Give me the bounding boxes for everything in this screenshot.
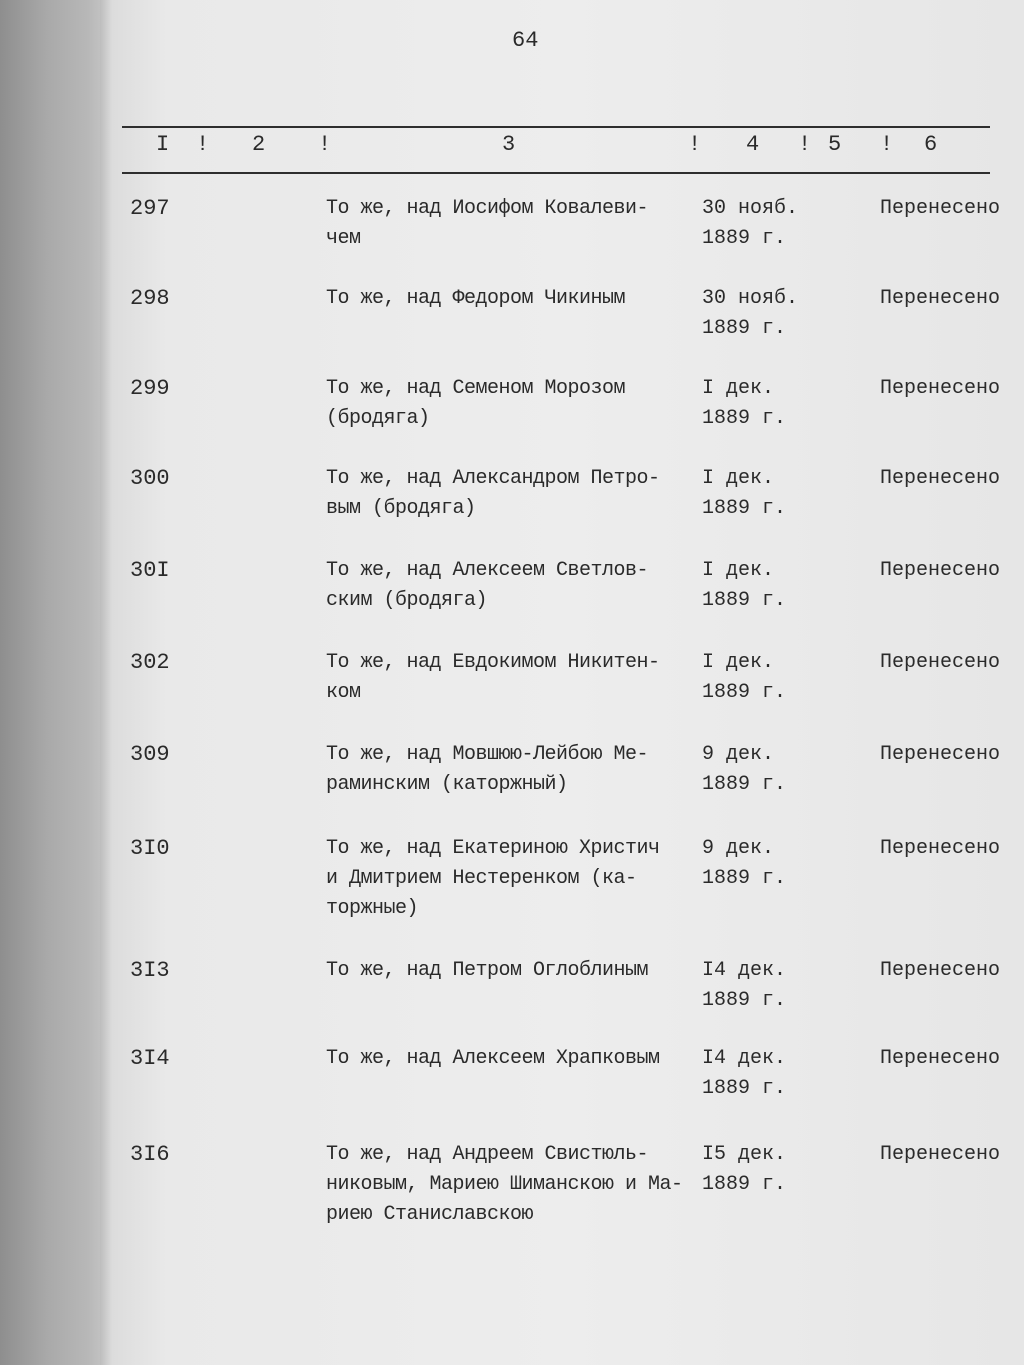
header-separator: ! bbox=[880, 132, 895, 157]
date-line: 9 дек. bbox=[702, 743, 775, 766]
entry-status: Перенесено bbox=[880, 197, 1001, 220]
entry-description bbox=[326, 1044, 696, 1074]
date-line: 1889 г. bbox=[702, 589, 787, 612]
entry-date bbox=[702, 648, 802, 708]
date-line: I4 дек. bbox=[702, 1047, 787, 1070]
entry-number: 3I3 bbox=[130, 958, 170, 983]
entry-number: 299 bbox=[130, 376, 170, 401]
entry-status: Перенесено bbox=[880, 743, 1001, 766]
entry-description bbox=[326, 284, 696, 314]
entry-status: Перенесено bbox=[880, 1143, 1001, 1166]
date-line: 1889 г. bbox=[702, 867, 787, 890]
description-line: То же, над Петром Оглоблиным bbox=[326, 959, 649, 982]
date-line: 1889 г. bbox=[702, 497, 787, 520]
entry-status: Перенесено bbox=[880, 959, 1001, 982]
description-line: ским (бродяга) bbox=[326, 589, 488, 612]
entry-status: Перенесено bbox=[880, 837, 1001, 860]
date-line: 1889 г. bbox=[702, 407, 787, 430]
description-line: То же, над Алексеем Храпковым bbox=[326, 1047, 660, 1070]
description-line: То же, над Алексеем Светлов- bbox=[326, 559, 649, 582]
date-line: I дек. bbox=[702, 467, 775, 490]
entry-number: 298 bbox=[130, 286, 170, 311]
header-col-1: I bbox=[156, 132, 171, 157]
entry-description bbox=[326, 464, 696, 524]
document-page bbox=[112, 0, 1024, 1365]
date-line: 1889 г. bbox=[702, 681, 787, 704]
header-col-6: 6 bbox=[924, 132, 939, 157]
header-col-2: 2 bbox=[252, 132, 267, 157]
date-line: 1889 г. bbox=[702, 773, 787, 796]
entry-number: 3I6 bbox=[130, 1142, 170, 1167]
entry-date bbox=[702, 956, 802, 1016]
description-line: чем bbox=[326, 227, 361, 250]
description-line: риею Станиславскою bbox=[326, 1203, 534, 1226]
description-line: То же, над Федором Чикиным bbox=[326, 287, 626, 310]
entry-number: 30I bbox=[130, 558, 170, 583]
entry-date bbox=[702, 1140, 802, 1200]
entry-status: Перенесено bbox=[880, 651, 1001, 674]
entry-date bbox=[702, 834, 802, 894]
entry-status: Перенесено bbox=[880, 1047, 1001, 1070]
date-line: 1889 г. bbox=[702, 1173, 787, 1196]
description-line: То же, над Иосифом Ковалеви- bbox=[326, 197, 649, 220]
page-number: 64 bbox=[512, 28, 539, 53]
header-top-rule bbox=[122, 126, 990, 128]
entry-status: Перенесено bbox=[880, 377, 1001, 400]
entry-description bbox=[326, 834, 696, 924]
header-separator: ! bbox=[196, 132, 211, 157]
description-line: То же, над Евдокимом Никитен- bbox=[326, 651, 660, 674]
entry-status: Перенесено bbox=[880, 467, 1001, 490]
entry-status: Перенесено bbox=[880, 287, 1001, 310]
entry-description bbox=[326, 740, 696, 800]
date-line: 1889 г. bbox=[702, 1077, 787, 1100]
entry-date bbox=[702, 284, 802, 344]
header-separator: ! bbox=[318, 132, 333, 157]
entry-description bbox=[326, 374, 696, 434]
entry-status: Перенесено bbox=[880, 559, 1001, 582]
entry-number: 302 bbox=[130, 650, 170, 675]
header-bottom-rule bbox=[122, 172, 990, 174]
entry-number: 3I0 bbox=[130, 836, 170, 861]
date-line: 30 нояб. bbox=[702, 197, 799, 220]
date-line: I дек. bbox=[702, 559, 775, 582]
entry-description bbox=[326, 648, 696, 708]
entry-date bbox=[702, 194, 802, 254]
header-col-3: 3 bbox=[502, 132, 517, 157]
date-line: 30 нояб. bbox=[702, 287, 799, 310]
date-line: I4 дек. bbox=[702, 959, 787, 982]
description-line: То же, над Мовшюю-Лейбою Ме- bbox=[326, 743, 649, 766]
entry-description bbox=[326, 194, 696, 254]
date-line: 1889 г. bbox=[702, 989, 787, 1012]
description-line: То же, над Екатериною Христич bbox=[326, 837, 660, 860]
header-separator: ! bbox=[688, 132, 703, 157]
entry-number: 297 bbox=[130, 196, 170, 221]
description-line: (бродяга) bbox=[326, 407, 430, 430]
entry-description bbox=[326, 556, 696, 616]
description-line: ком bbox=[326, 681, 361, 704]
description-line: и Дмитрием Нестеренком (ка- bbox=[326, 867, 637, 890]
entry-date bbox=[702, 1044, 802, 1104]
date-line: I5 дек. bbox=[702, 1143, 787, 1166]
header-col-5: 5 bbox=[828, 132, 843, 157]
date-line: I дек. bbox=[702, 651, 775, 674]
entry-date bbox=[702, 464, 802, 524]
entry-date bbox=[702, 556, 802, 616]
entry-date bbox=[702, 374, 802, 434]
description-line: То же, над Андреем Свистюль- bbox=[326, 1143, 649, 1166]
description-line: вым (бродяга) bbox=[326, 497, 476, 520]
entry-number: 300 bbox=[130, 466, 170, 491]
entry-date bbox=[702, 740, 802, 800]
entry-description bbox=[326, 1140, 696, 1230]
description-line: То же, над Александром Петро- bbox=[326, 467, 660, 490]
entry-number: 309 bbox=[130, 742, 170, 767]
description-line: То же, над Семеном Морозом bbox=[326, 377, 626, 400]
date-line: I дек. bbox=[702, 377, 775, 400]
description-line: торжные) bbox=[326, 897, 419, 920]
date-line: 1889 г. bbox=[702, 227, 787, 250]
header-col-4: 4 bbox=[746, 132, 761, 157]
description-line: раминским (каторжный) bbox=[326, 773, 568, 796]
entry-description bbox=[326, 956, 696, 986]
date-line: 9 дек. bbox=[702, 837, 775, 860]
entry-number: 3I4 bbox=[130, 1046, 170, 1071]
header-separator: ! bbox=[798, 132, 813, 157]
description-line: никовым, Мариею Шиманскою и Ма- bbox=[326, 1173, 683, 1196]
date-line: 1889 г. bbox=[702, 317, 787, 340]
